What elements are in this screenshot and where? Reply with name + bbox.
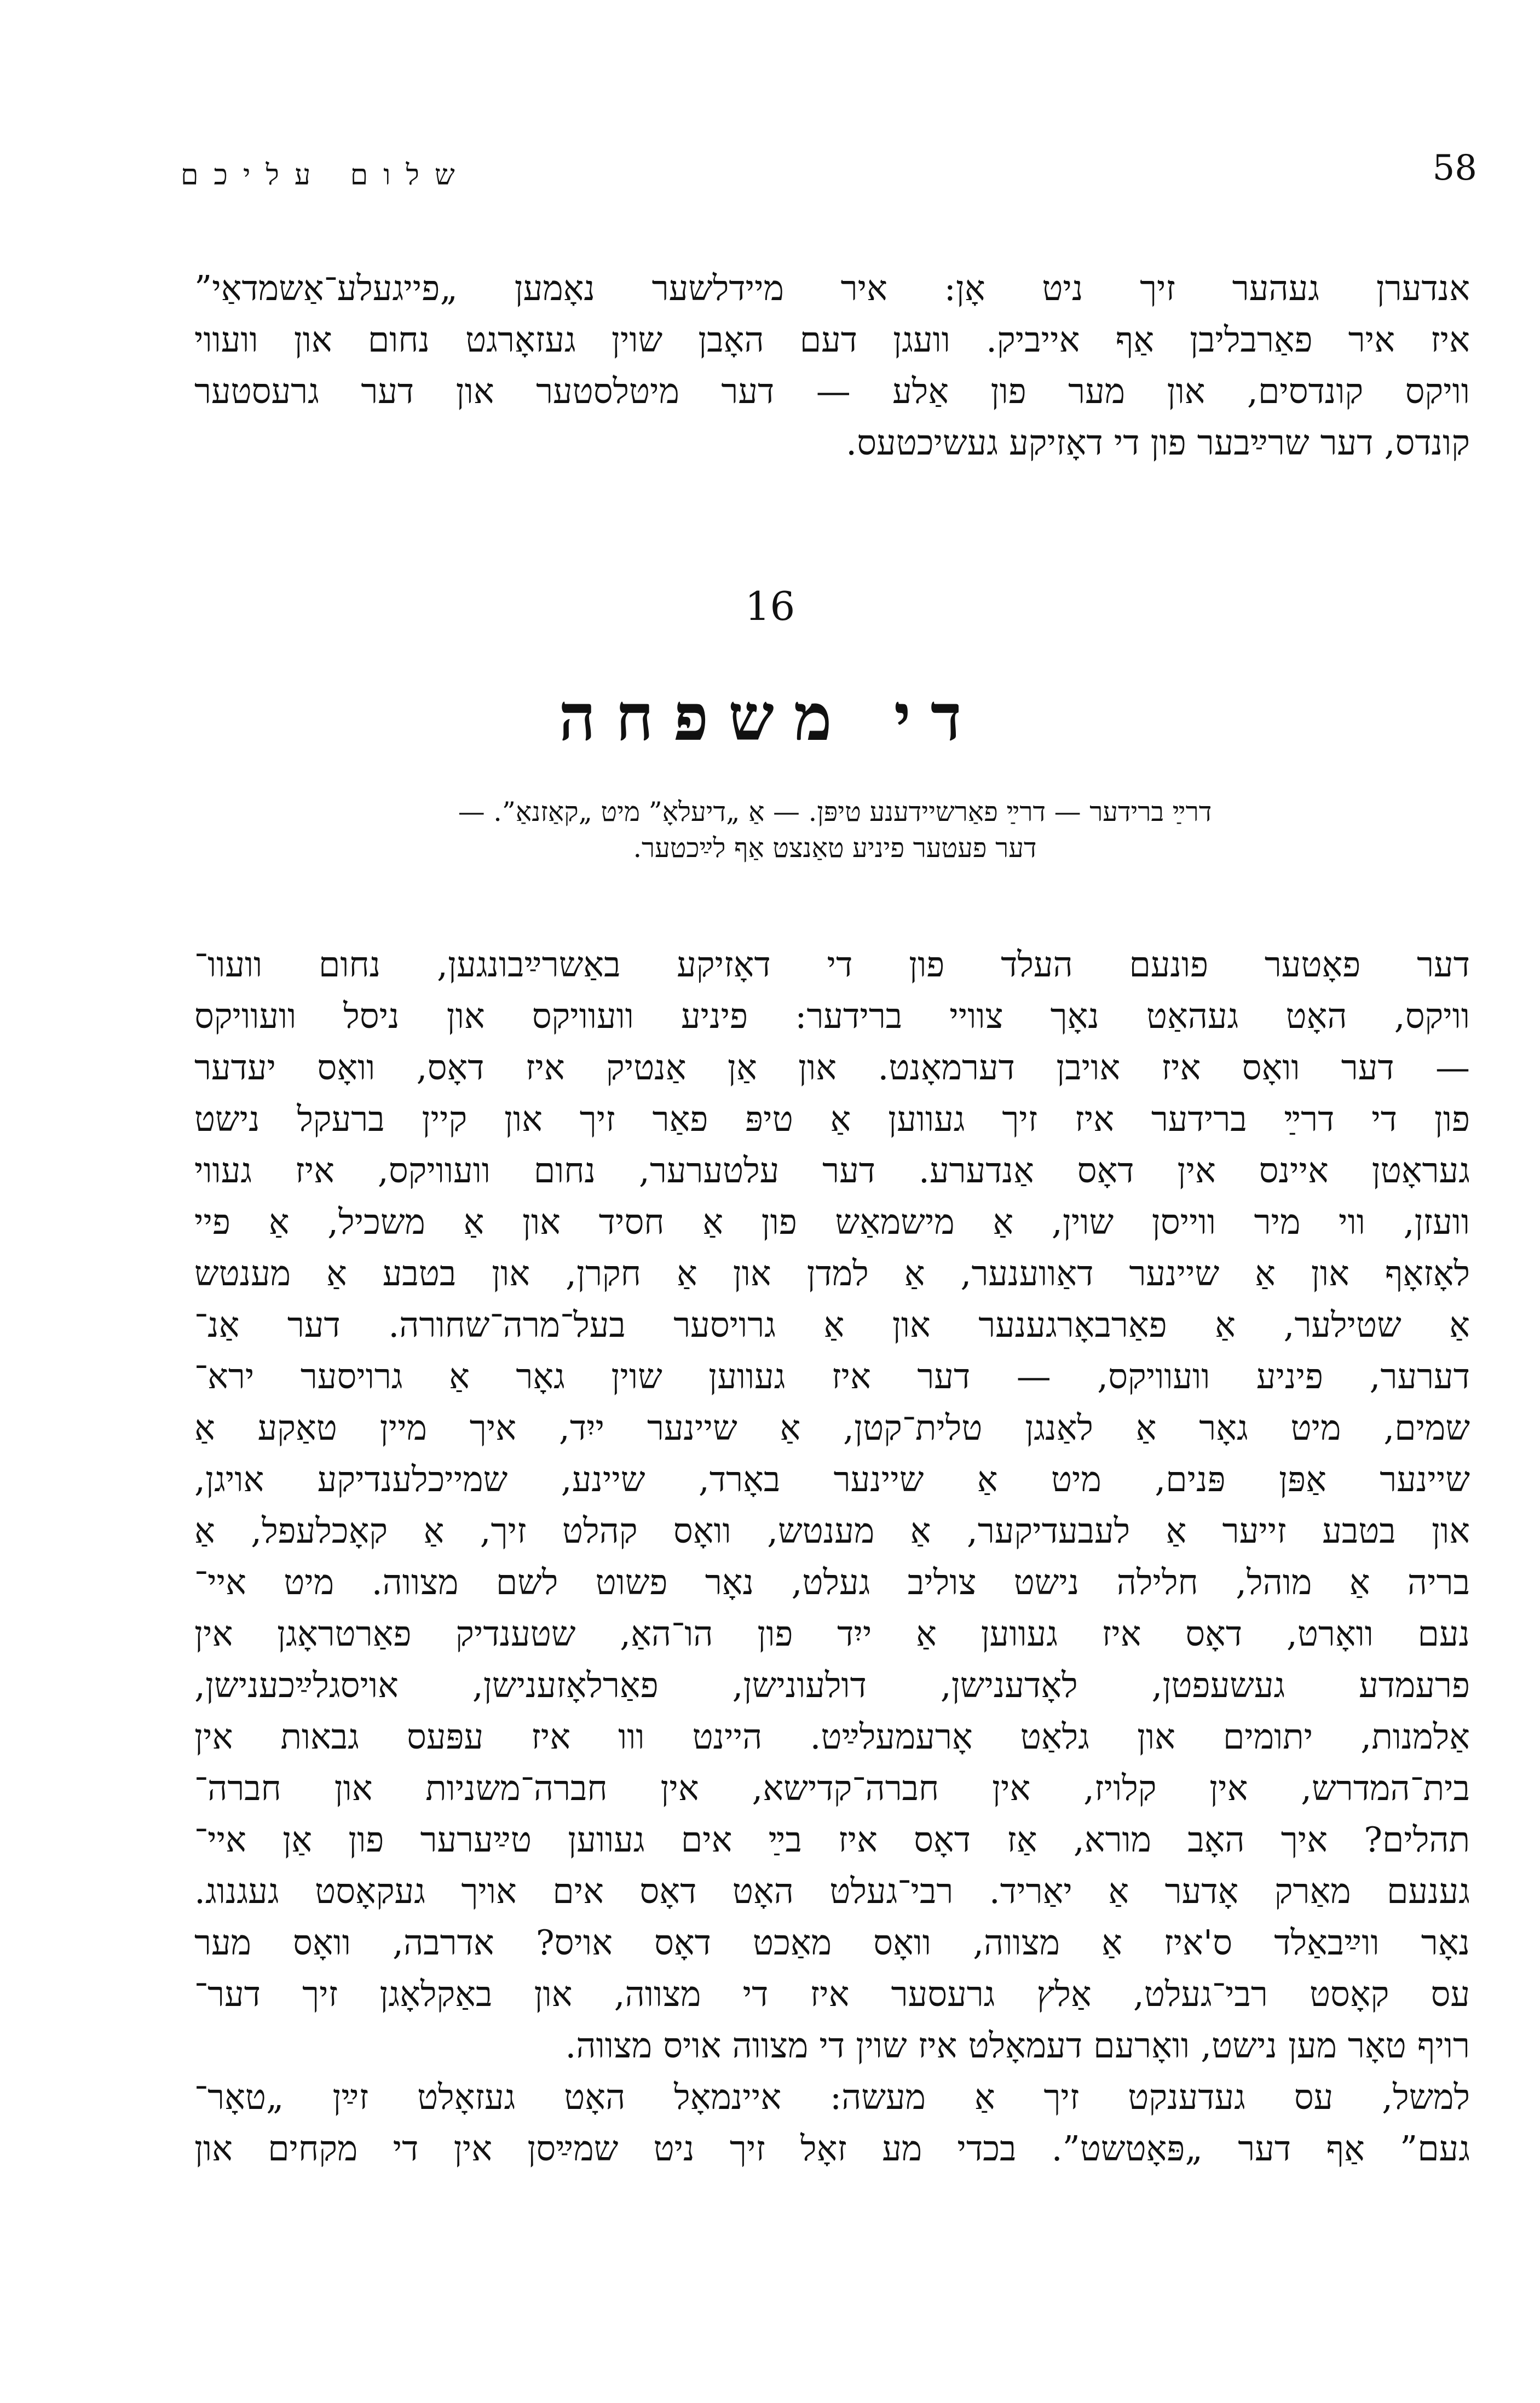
text-line: נעם וואָרט, דאָס איז געווען אַ ייִד פון הו־האַ, שטענדיק פאַרטראָגן אין [194,1614,1470,1654]
text-line: געראָטן איינס אין דאָס אַנדערע. דער עלטערער, נחום וועוויקס, איז געווי [194,1151,1470,1191]
text-line: לאָזאָף און אַ שיינער דאַווענער, אַ למדן און אַ חקרן, און בטבע אַ מענטש [194,1254,1470,1294]
text-line: וועזן, ווי מיר ווייסן שוין, אַ מישמאַש פון אַ חסיד און אַ משכיל, אַ פיי [194,1202,1470,1242]
text-line: תהלים? איך האָב מורא, אַז דאָס איז בײַ אים געווען טײַערער פון אַן איי־ [194,1820,1470,1860]
text-line: שמים, מיט גאָר אַ לאַנגן טלית־קטן, אַ שיינער ייִד, איך מיין טאַקע אַ [194,1408,1470,1448]
text-line: פרעמדע געשעפטן, לאָדענישן, דולעונישן, פאַרלאָזענישן, אויסגלײַכענישן, [194,1665,1470,1705]
text-line: שיינער אַפּן פּנים, מיט אַ שיינער באָרד, שיינע, שמייכלענדיקע אויגן, [194,1459,1470,1499]
text-line: למשל, עס געדענקט זיך אַ מעשה: איינמאָל האָט געזאָלט זײַן „טאָר־ [194,2077,1470,2117]
synopsis-line: דער פעטער פיניע טאַנצט אַף לײַכטער. [633,832,1037,864]
synopsis-line: דרײַ ברידער — דרײַ פאַרשיידענע טיפּן. — אַ „דיעלאָ” מיט „קאַזנאַ”. — [458,796,1212,827]
text-line: פון די דרײַ ברידער איז זיך געווען אַ טיפּ פאַר זיך און קיין ברעקל נישט [194,1099,1470,1139]
text-line: אַלמנות, יתומים און גלאַט אָרעמעלײַט. היינט ווו איז עפּעס גבאות אין [194,1717,1470,1757]
text-line: נאָר ווײַבאַלד ס'איז אַ מצווה, וואָס מאַכט דאָס אויס? אדרבה, וואָס מער [194,1923,1470,1963]
text-line: אנדערן געהער זיך ניט אָן: איר מיידלשער נאָמען „פייגעלע־אַשמדאַי” [194,268,1470,308]
text-line: קונדס, דער שרײַבער פון די דאָזיקע געשיכטעס. [846,423,1470,463]
text-line: געם” אַף דער „פּאָטשט”. בכדי מע זאָל זיך ניט שמײַסן אין די מקחים און [194,2129,1470,2169]
top-paragraph [194,263,1470,469]
chapter-synopsis [257,794,1412,866]
text-line: דערער, פיניע וועוויקס, — דער איז געווען שוין גאָר אַ גרויסער ירא־ [194,1356,1470,1396]
text-line: איז איר פאַרבליבן אַף אייביק. וועגן דעם האָבן שוין געזאָרגט נחום און וועווי [194,320,1470,360]
running-title: שלום עליכם [181,159,470,192]
text-line: בית־המדרש, אין קלויז, אין חברה־קדישא, אין חברה־משניות און חברה־ [194,1768,1470,1808]
chapter-number: 16 [745,583,795,629]
text-line: עס קאָסט רבי־געלט, אַלץ גרעסער איז די מצווה, און באַקלאָגן זיך דער־ [194,1974,1470,2014]
body-paragraphs [194,939,1470,2175]
text-line: רויף טאָר מען נישט, וואָרעם דעמאָלט איז שוין די מצווה אויס מצווה. [565,2026,1470,2066]
text-line: — דער וואָס איז אויבן דערמאָנט. און אַן אַנטיק איז דאָס, וואָס יעדער [194,1048,1470,1088]
text-line: וויקס, האָט געהאַט נאָך צוויי ברידער: פיניע וועוויקס און ניסל וועוויקס [194,996,1470,1036]
chapter-title: די משפחה [558,679,982,755]
text-line: וויקס קונדסים, און מער פון אַלע — דער מיטלסטער און דער גרעסטער [194,371,1470,411]
text-line: דער פאָטער פונעם העלד פון די דאָזיקע באַשרײַבונגען, נחום וועוו־ [194,945,1470,985]
text-line: און בטבע זייער אַ לעבעדיקער, אַ מענטש, וואָס קהלט זיך, אַ קאָכלעפל, אַ [194,1511,1470,1551]
text-line: גענעם מאַרק אָדער אַ יאַריד. רבי־געלט האָט דאָס אים אויך געקאָסט געגנוג. [194,1871,1470,1911]
page-number: 58 [1432,148,1477,188]
text-line: בריה אַ מוהל, חלילה נישט צוליב געלט, נאָר פשוט לשם מצווה. מיט איי־ [194,1562,1470,1602]
text-line: אַ שטילער, אַ פאַרבאָרגענער און אַ גרויסער בעל־מרה־שחורה. דער אַנ־ [194,1305,1470,1345]
